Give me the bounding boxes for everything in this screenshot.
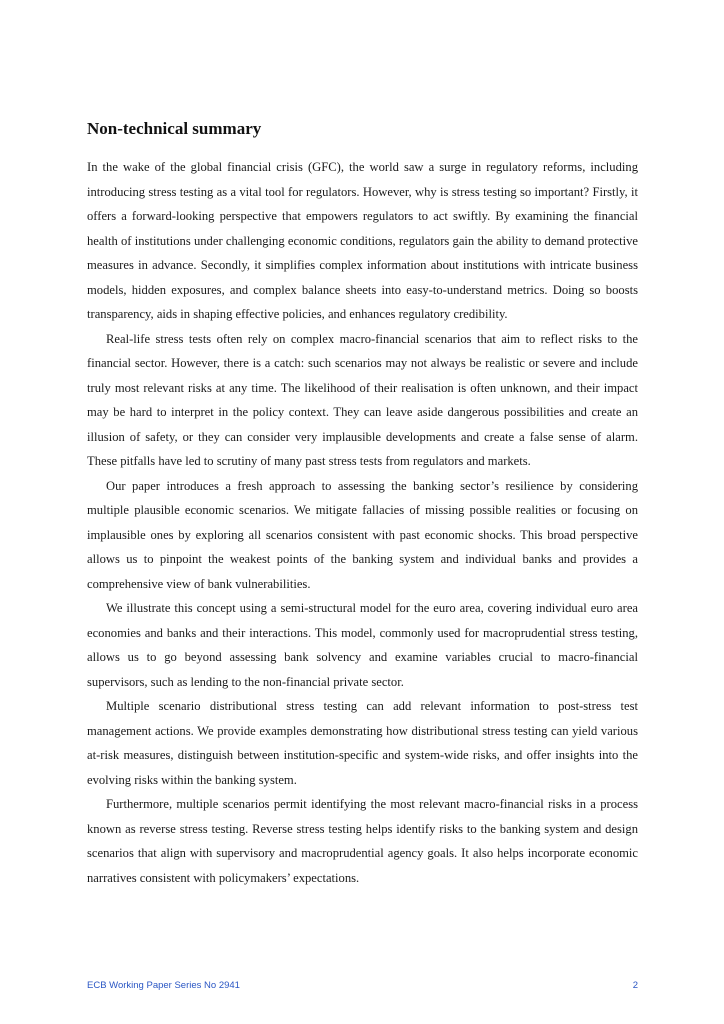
paragraph-fresh-approach: Our paper introduces a fresh approach to assessing the banking sector’s resilience by considering multiple plausible economic scenarios. We mitigate fallacies of missing possible realities or focusing on implausible ones by exploring all scenarios consistent with past economic shocks. This broad perspective allows us to pinpoint the weakest points of the banking system and individual banks and provides a comprehensive view of bank vulnerabilities. <box>87 478 638 591</box>
footer-page-number: 2 <box>632 980 638 991</box>
footer-series-link[interactable]: ECB Working Paper Series No 2941 <box>87 980 240 991</box>
paragraph-gfc-intro: In the wake of the global financial crisis (GFC), the world saw a surge in regulatory reforms, including introducing stress testing as a vital tool for regulators. However, why is stress testing so important? Firstly, it offers a forward-looking perspective that empowers regulators to act swiftly. By examining the financial health of institutions under challenging economic conditions, regulators gain the ability to demand protective measures in advance. Secondly, it simplifies complex information about institutions with intricate business models, hidden exposures, and complex balance sheets into easy-to-understand metrics. Doing so boosts transparency, aids in shaping effective policies, and enhances regulatory credibility. <box>87 160 638 321</box>
paragraph-real-life-stress-tests: Real-life stress tests often rely on complex macro-financial scenarios that aim to reflect risks to the financial sector. However, there is a catch: such scenarios may not always be realistic or severe and include truly most relevant risks at any time. The likelihood of their realisation is often unknown, and their impact may be hard to interpret in the policy context. They can leave aside dangerous possibilities and create an illusion of safety, or they can consider very implausible developments and create a false sense of alarm. These pitfalls have led to scrutiny of many past stress tests from regulators and markets. <box>87 331 638 468</box>
page-footer <box>87 979 638 993</box>
paragraph-reverse-stress-testing: Furthermore, multiple scenarios permit identifying the most relevant macro-financial risks in a process known as reverse stress testing. Reverse stress testing helps identify risks to the banking system and design scenarios that align with supervisory and macroprudential agency goals. It also helps incorporate economic narratives consistent with policymakers’ expectations. <box>87 797 638 885</box>
section-heading: Non-technical summary <box>87 119 262 138</box>
paragraph-distributional-stress-testing: Multiple scenario distributional stress testing can add relevant information to post-stress test management actions. We provide examples demonstrating how distributional stress testing can yield various at-risk measures, distinguish between institution-specific and system-wide risks, and offer insights into the evolving risks within the banking system. <box>87 699 638 787</box>
paragraph-semi-structural-model: We illustrate this concept using a semi-structural model for the euro area, covering individual euro area economies and banks and their interactions. This model, commonly used for macroprudential stress testing, allows us to go beyond assessing bank solvency and examine variables crucial to macro-financial supervisors, such as lending to the non-financial private sector. <box>87 601 638 689</box>
summary-body <box>87 155 638 890</box>
